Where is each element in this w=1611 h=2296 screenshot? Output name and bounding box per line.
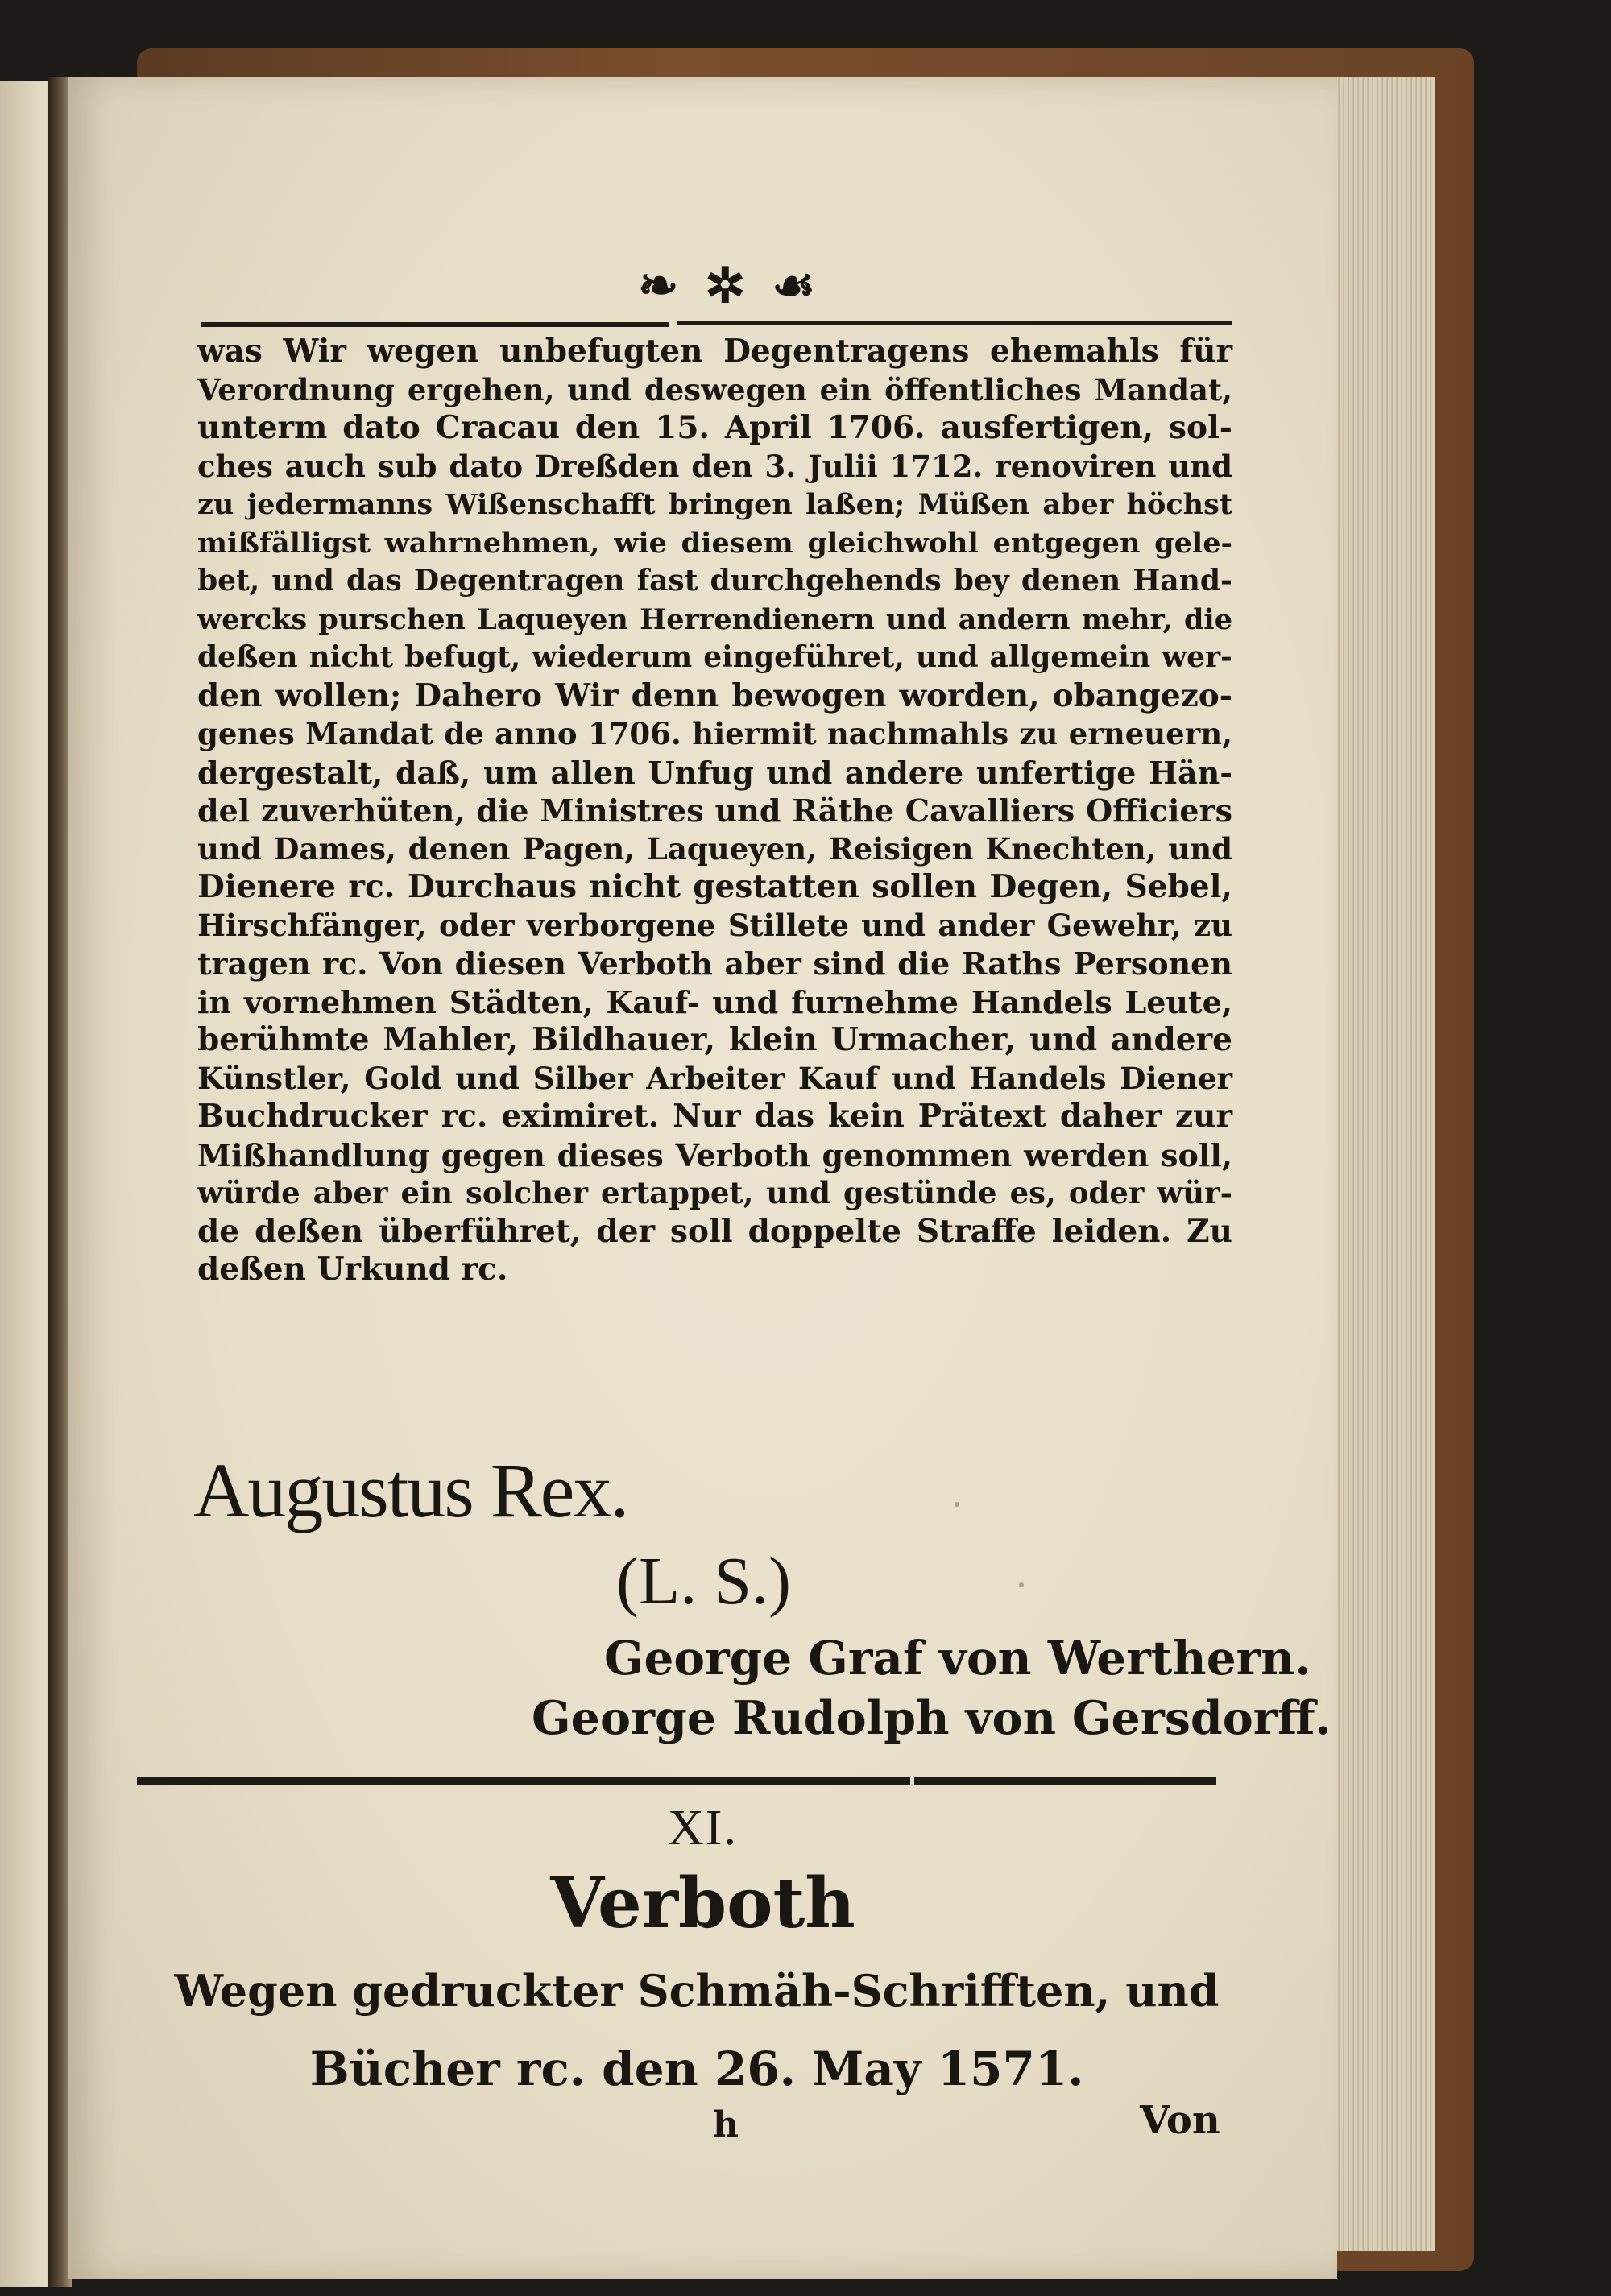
body-line: deßen Urkund rc. — [197, 1251, 508, 1288]
body-line: Künstler, Gold und Silber Arbeiter Kauf und Handels Diener — [197, 1060, 1232, 1096]
signer-main: Augustus Rex. — [193, 1447, 628, 1533]
section-rule-left — [137, 1777, 910, 1785]
section-subtitle-line-2: Bücher rc. den 26. May 1571. — [309, 2042, 1084, 2096]
catchword: Von — [1140, 2098, 1220, 2143]
body-line: mißfälligst wahrnehmen, wie diesem gleichwohl entgegen gele- — [197, 526, 1232, 560]
page-block-edges — [1329, 77, 1435, 2251]
body-line: ches auch sub dato Dreßden den 3. Julii 1712. renoviren und — [197, 448, 1232, 484]
header-rule-right — [677, 321, 1232, 325]
body-line: del zuverhüten, die Ministres und Räthe Cavalliers Officiers — [197, 792, 1232, 829]
body-line: und Dames, denen Pagen, Laqueyen, Reisigen Knechten, und — [197, 830, 1232, 867]
body-line: deßen nicht befugt, wiederum eingeführet, und allgemein wer- — [197, 640, 1232, 674]
header-rule-left — [201, 322, 669, 327]
section-title: Verboth — [550, 1863, 855, 1944]
body-line: zu jedermanns Wißenschafft bringen laßen; Müßen aber höchst — [197, 488, 1232, 521]
body-line: in vornehmen Städten, Kauf- und furnehme Handels Leute, — [197, 983, 1232, 1020]
body-line: genes Mandat de anno 1706. hiermit nachmahls zu erneuern, — [197, 716, 1232, 751]
paper-speck — [955, 1502, 959, 1507]
section-rule-right — [914, 1777, 1216, 1785]
body-line: Verordnung ergehen, und deswegen ein öffentliches Mandat, — [197, 371, 1232, 407]
paper-speck — [1019, 1582, 1024, 1587]
header-ornament: ❧ ✲ ☙ — [637, 258, 821, 314]
body-line: wercks purschen Laqueyen Herrendienern und andern mehr, die — [197, 602, 1232, 636]
body-line: Mißhandlung gegen dieses Verboth genommen werden soll, — [197, 1136, 1232, 1173]
body-line: dergestalt, daß, um allen Unfug und andere unfertige Hän- — [197, 754, 1232, 791]
body-line: de deßen überführet, der soll doppelte Straffe leiden. Zu — [197, 1212, 1232, 1250]
cosigner-2: George Rudolph von Gersdorff. — [532, 1691, 1331, 1745]
body-line: Dienere rc. Durchaus nicht gestatten sollen Degen, Sebel, — [197, 868, 1232, 905]
body-line: den wollen; Dahero Wir denn bewogen worden, obangezo- — [197, 676, 1232, 714]
body-line: unterm dato Cracau den 15. April 1706. ausfertigen, sol- — [197, 409, 1232, 446]
body-line: Buchdrucker rc. eximiret. Nur das kein Prätext daher zur — [197, 1098, 1232, 1135]
seal-mark: (L. S.) — [616, 1544, 791, 1619]
signature-mark: h — [713, 2104, 739, 2145]
body-line: bet, und das Degentragen fast durchgehends bey denen Hand- — [197, 564, 1232, 598]
body-line: Hirschfänger, oder verborgene Stillete und ander Gewehr, zu — [197, 907, 1232, 943]
body-text — [197, 333, 1232, 1289]
body-line: was Wir wegen unbefugten Degentragens ehemahls für — [197, 333, 1232, 370]
cosigner-1: George Graf von Werthern. — [604, 1631, 1311, 1686]
body-line: berühmte Mahler, Bildhauer, klein Urmacher, und andere — [197, 1021, 1232, 1058]
body-line: tragen rc. Von diesen Verboth aber sind die Raths Personen — [197, 945, 1232, 982]
section-subtitle-line-1: Wegen gedruckter Schmäh-Schrifften, und — [174, 1965, 1220, 2017]
book-page — [68, 77, 1337, 2279]
section-number: XI. — [668, 1801, 738, 1855]
body-line: würde aber ein solcher ertappet, und gestünde es, oder wür- — [197, 1175, 1232, 1210]
